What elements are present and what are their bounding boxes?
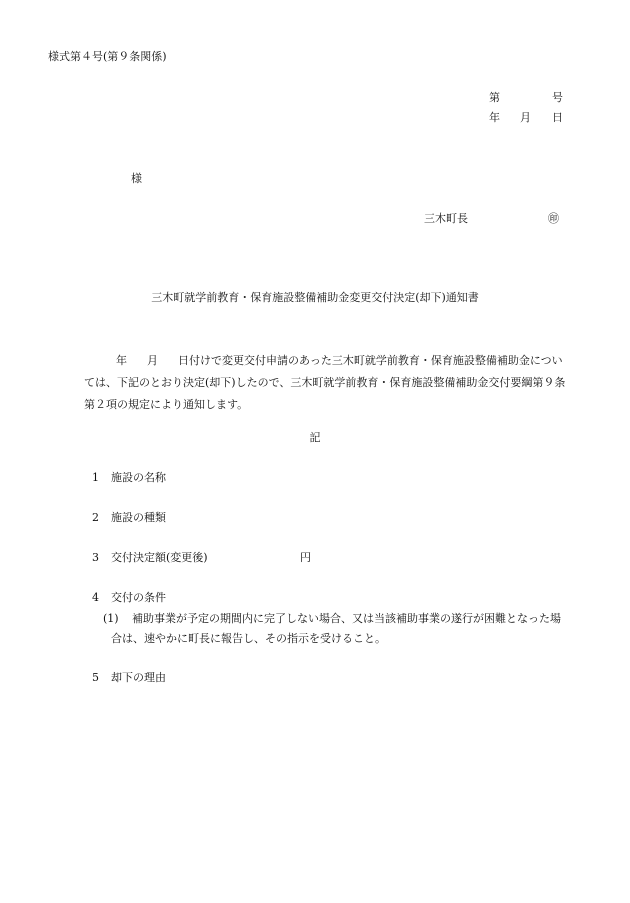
item-2-label: 施設の種類 — [111, 511, 166, 524]
item-1-label: 施設の名称 — [111, 471, 166, 484]
body-nen: 年 — [116, 354, 127, 367]
item-3-number: 3 — [92, 551, 99, 564]
doc-number-dai: 第 — [489, 91, 500, 104]
condition-number: (1) — [103, 612, 119, 625]
body-line1-rest: 日付けで変更交付申請のあった三木町就学前教育・保育施設整備補助金につい — [178, 354, 563, 367]
item-3-unit: 円 — [300, 551, 311, 564]
form-header: 様式第４号(第９条関係) — [48, 50, 167, 63]
date-hi: 日 — [552, 111, 563, 124]
addressee-suffix: 様 — [131, 172, 142, 185]
body-line-1 — [84, 350, 563, 372]
item-3-label: 交付決定額(変更後) — [111, 551, 208, 564]
item-4-number: 4 — [92, 591, 99, 604]
doc-number-go: 号 — [552, 91, 563, 104]
item-2-number: 2 — [92, 511, 99, 524]
item-1-number: 1 — [92, 471, 99, 484]
condition-line-2: 合は、速やかに町長に報告し、その指示を受けること。 — [111, 632, 386, 645]
document-title: 三木町就学前教育・保育施設整備補助金変更交付決定(却下)通知書 — [151, 291, 479, 304]
date-nen: 年 — [489, 111, 500, 124]
body-tsuki: 月 — [147, 354, 158, 367]
item-5-number: 5 — [92, 671, 99, 684]
ki-heading: 記 — [309, 431, 321, 444]
body-line-2: ては、下記のとおり決定(却下)したので、三木町就学前教育・保育施設整備補助金交付要綱第９条 — [84, 376, 566, 389]
seal-mark: ㊞ — [548, 212, 559, 225]
sender-title: 三木町長 — [424, 212, 468, 225]
body-line-3: 第２項の規定により通知します。 — [84, 398, 249, 411]
body-paragraph — [84, 350, 566, 416]
date-tsuki: 月 — [520, 111, 531, 124]
condition-line-1: 補助事業が予定の期間内に完了しない場合、又は当該補助事業の遂行が困難となった場 — [132, 612, 561, 625]
item-4-label: 交付の条件 — [111, 591, 166, 604]
item-5-label: 却下の理由 — [111, 671, 166, 684]
